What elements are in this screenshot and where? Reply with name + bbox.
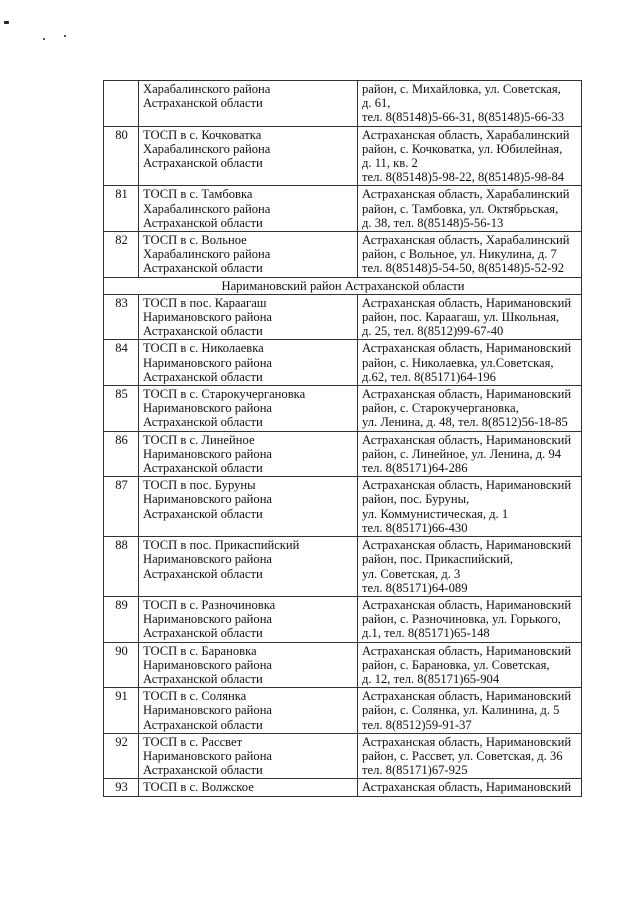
address-line: Астраханская область, Наримановский — [362, 387, 572, 402]
address-line: Астраханская область, Наримановский — [362, 478, 572, 493]
address-cell — [358, 477, 582, 537]
address-line: тел. 8(85171)67-925 — [362, 763, 468, 778]
office-name-line: Астраханской области — [143, 566, 263, 581]
office-name-line: ТОСП в с. Николаевка — [143, 341, 264, 356]
office-name-line: ТОСП в с. Солянка — [143, 689, 247, 704]
office-name-cell — [139, 340, 358, 386]
office-name-cell — [139, 386, 358, 432]
table-row — [104, 340, 582, 386]
address-line: д. 11, кв. 2 — [362, 156, 418, 171]
address-line: д. 12, тел. 8(85171)65-904 — [362, 671, 500, 686]
office-name-line: Харабалинского района — [143, 247, 271, 262]
address-line: д.62, тел. 8(85171)64-196 — [362, 369, 496, 384]
address-table-body — [104, 81, 582, 797]
row-number: 90 — [104, 642, 139, 688]
row-number: 80 — [104, 126, 139, 186]
address-line: Астраханская область, Наримановский — [362, 643, 572, 658]
office-name-line: Астраханской области — [143, 461, 263, 476]
office-name-line: ТОСП в с. Рассвет — [143, 734, 243, 749]
table-row — [104, 186, 582, 232]
address-line: ул. Советская, д. 3 — [362, 566, 461, 581]
address-line: район, пос. Караагаш, ул. Школьная, — [362, 310, 560, 325]
office-name-line: ТОСП в с. Тамбовка — [143, 187, 253, 202]
office-name-line: ТОСП в с. Кочковатка — [143, 127, 262, 142]
office-name-line: Наримановского района — [143, 552, 273, 567]
table-row — [104, 232, 582, 278]
section-row — [104, 277, 582, 294]
address-line: тел. 8(85171)66-430 — [362, 520, 468, 535]
office-name-line: Астраханской области — [143, 415, 263, 430]
table-row — [104, 596, 582, 642]
office-name-line: Наримановского района — [143, 446, 273, 461]
office-name-cell — [139, 688, 358, 734]
office-name-cell — [139, 596, 358, 642]
address-line: ул. Коммунистическая, д. 1 — [362, 506, 509, 521]
office-name-line: Астраханской области — [143, 261, 263, 276]
row-number: 89 — [104, 596, 139, 642]
office-name-line: Харабалинского района — [143, 201, 271, 216]
address-line: район, пос. Буруны, — [362, 492, 470, 507]
table-row — [104, 126, 582, 186]
office-name-cell — [139, 779, 358, 796]
row-number: 81 — [104, 186, 139, 232]
address-cell — [358, 294, 582, 340]
address-cell — [358, 340, 582, 386]
row-number: 83 — [104, 294, 139, 340]
address-line: тел. 8(85148)5-66-31, 8(85148)5-66-33 — [362, 110, 565, 125]
address-line: д. 61, — [362, 96, 391, 111]
address-line: район, с. Николаевка, ул.Советская, — [362, 355, 554, 370]
office-name-cell — [139, 81, 358, 127]
row-number — [104, 81, 139, 127]
office-name-line: Наримановского района — [143, 748, 273, 763]
address-line: район, с. Солянка, ул. Калинина, д. 5 — [362, 703, 560, 718]
address-cell — [358, 537, 582, 597]
address-cell — [358, 386, 582, 432]
address-line: Астраханская область, Наримановский — [362, 432, 572, 447]
office-name-line: ТОСП в пос. Караагаш — [143, 295, 267, 310]
office-name-cell — [139, 186, 358, 232]
address-line: Астраханская область, Харабалинский — [362, 187, 570, 202]
office-name-line: Астраханской области — [143, 324, 263, 339]
office-name-line: Харабалинского района — [143, 82, 271, 96]
office-name-line: ТОСП в пос. Прикаспийский — [143, 538, 300, 553]
table-row — [104, 294, 582, 340]
office-name-cell — [139, 431, 358, 477]
row-number: 86 — [104, 431, 139, 477]
office-name-line: ТОСП в пос. Буруны — [143, 478, 256, 493]
office-name-line: Астраханской области — [143, 626, 263, 641]
office-name-line: ТОСП в с. Барановка — [143, 643, 257, 658]
address-line: тел. 8(85148)5-54-50, 8(85148)5-52-92 — [362, 261, 565, 276]
row-number: 93 — [104, 779, 139, 796]
row-number: 91 — [104, 688, 139, 734]
address-line: Астраханская область, Наримановский — [362, 538, 572, 553]
office-name-cell — [139, 537, 358, 597]
row-number: 85 — [104, 386, 139, 432]
address-line: д. 38, тел. 8(85148)5-56-13 — [362, 215, 504, 230]
address-line: тел. 8(8512)59-91-37 — [362, 717, 472, 732]
scan-speck — [4, 21, 9, 24]
office-name-line: Наримановского района — [143, 492, 273, 507]
scan-speck — [64, 35, 66, 37]
office-name-line: ТОСП в с. Старокучергановка — [143, 387, 306, 402]
office-name-line: Астраханской области — [143, 763, 263, 778]
address-cell — [358, 431, 582, 477]
address-line: Астраханская область, Наримановский — [362, 734, 572, 749]
office-name-line: Наримановского района — [143, 657, 273, 672]
address-line: Астраханская область, Харабалинский — [362, 233, 570, 248]
office-name-line: Наримановского района — [143, 703, 273, 718]
office-name-line: Астраханской области — [143, 506, 263, 521]
table-row — [104, 688, 582, 734]
address-cell — [358, 186, 582, 232]
office-name-line: ТОСП в с. Разночиновка — [143, 597, 276, 612]
row-number: 92 — [104, 733, 139, 779]
office-name-line: Наримановского района — [143, 355, 273, 370]
office-name-cell — [139, 477, 358, 537]
table-row — [104, 642, 582, 688]
office-name-cell — [139, 294, 358, 340]
address-cell — [358, 81, 582, 127]
address-line: Астраханская область, Наримановский — [362, 295, 572, 310]
row-number: 82 — [104, 232, 139, 278]
table-row — [104, 477, 582, 537]
office-name-line: ТОСП в с. Волжское — [143, 780, 254, 795]
office-name-line: Астраханской области — [143, 717, 263, 732]
address-line: Астраханская область, Харабалинский — [362, 127, 570, 142]
address-line: Астраханская область, Наримановский — [362, 341, 572, 356]
office-name-line: ТОСП в с. Вольное — [143, 233, 247, 248]
scan-speck — [43, 38, 45, 40]
table-row — [104, 537, 582, 597]
office-name-line: Наримановского района — [143, 612, 273, 627]
row-number: 88 — [104, 537, 139, 597]
address-line: район, с Вольное, ул. Никулина, д. 7 — [362, 247, 557, 262]
office-name-line: Наримановского района — [143, 310, 273, 325]
address-line: Астраханская область, Наримановский — [362, 689, 572, 704]
table-row — [104, 779, 582, 796]
address-line: район, пос. Прикаспийский, — [362, 552, 513, 567]
office-name-cell — [139, 642, 358, 688]
office-name-line: Астраханской области — [143, 96, 263, 111]
address-line: район, с. Рассвет, ул. Советская, д. 36 — [362, 748, 563, 763]
office-name-line: Харабалинского района — [143, 141, 271, 156]
office-name-cell — [139, 126, 358, 186]
address-cell — [358, 733, 582, 779]
address-cell — [358, 126, 582, 186]
address-line: Астраханская область, Наримановский — [362, 780, 572, 795]
address-cell — [358, 779, 582, 796]
address-line: район, с. Старокучергановка, — [362, 401, 519, 416]
address-line: д.1, тел. 8(85171)65-148 — [362, 626, 490, 641]
address-line: район, с. Разночиновка, ул. Горького, — [362, 612, 561, 627]
address-line: тел. 8(85171)64-286 — [362, 461, 468, 476]
office-name-line: Астраханской области — [143, 369, 263, 384]
address-cell — [358, 232, 582, 278]
section-title: Наримановский район Астраханской области — [104, 277, 582, 294]
address-line: тел. 8(85148)5-98-22, 8(85148)5-98-84 — [362, 170, 565, 185]
address-line: район, с. Кочковатка, ул. Юбилейная, — [362, 141, 563, 156]
row-number: 87 — [104, 477, 139, 537]
table-row — [104, 386, 582, 432]
office-name-cell — [139, 232, 358, 278]
address-cell — [358, 688, 582, 734]
address-line: район, с. Тамбовка, ул. Октябрьская, — [362, 201, 559, 216]
office-name-line: ТОСП в с. Линейное — [143, 432, 255, 447]
office-name-line: Астраханской области — [143, 671, 263, 686]
office-name-cell — [139, 733, 358, 779]
table-row — [104, 81, 582, 127]
address-line: Астраханская область, Наримановский — [362, 597, 572, 612]
address-table — [103, 80, 582, 797]
address-line: район, с. Михайловка, ул. Советская, — [362, 82, 561, 96]
address-line: район, с. Линейное, ул. Ленина, д. 94 — [362, 446, 562, 461]
office-name-line: Астраханской области — [143, 215, 263, 230]
address-line: тел. 8(85171)64-089 — [362, 580, 468, 595]
address-cell — [358, 642, 582, 688]
address-cell — [358, 596, 582, 642]
office-name-line: Астраханской области — [143, 156, 263, 171]
address-line: ул. Ленина, д. 48, тел. 8(8512)56-18-85 — [362, 415, 568, 430]
table-row — [104, 431, 582, 477]
row-number: 84 — [104, 340, 139, 386]
address-line: район, с. Барановка, ул. Советская, — [362, 657, 550, 672]
office-name-line: Наримановского района — [143, 401, 273, 416]
table-row — [104, 733, 582, 779]
address-line: д. 25, тел. 8(8512)99-67-40 — [362, 324, 504, 339]
